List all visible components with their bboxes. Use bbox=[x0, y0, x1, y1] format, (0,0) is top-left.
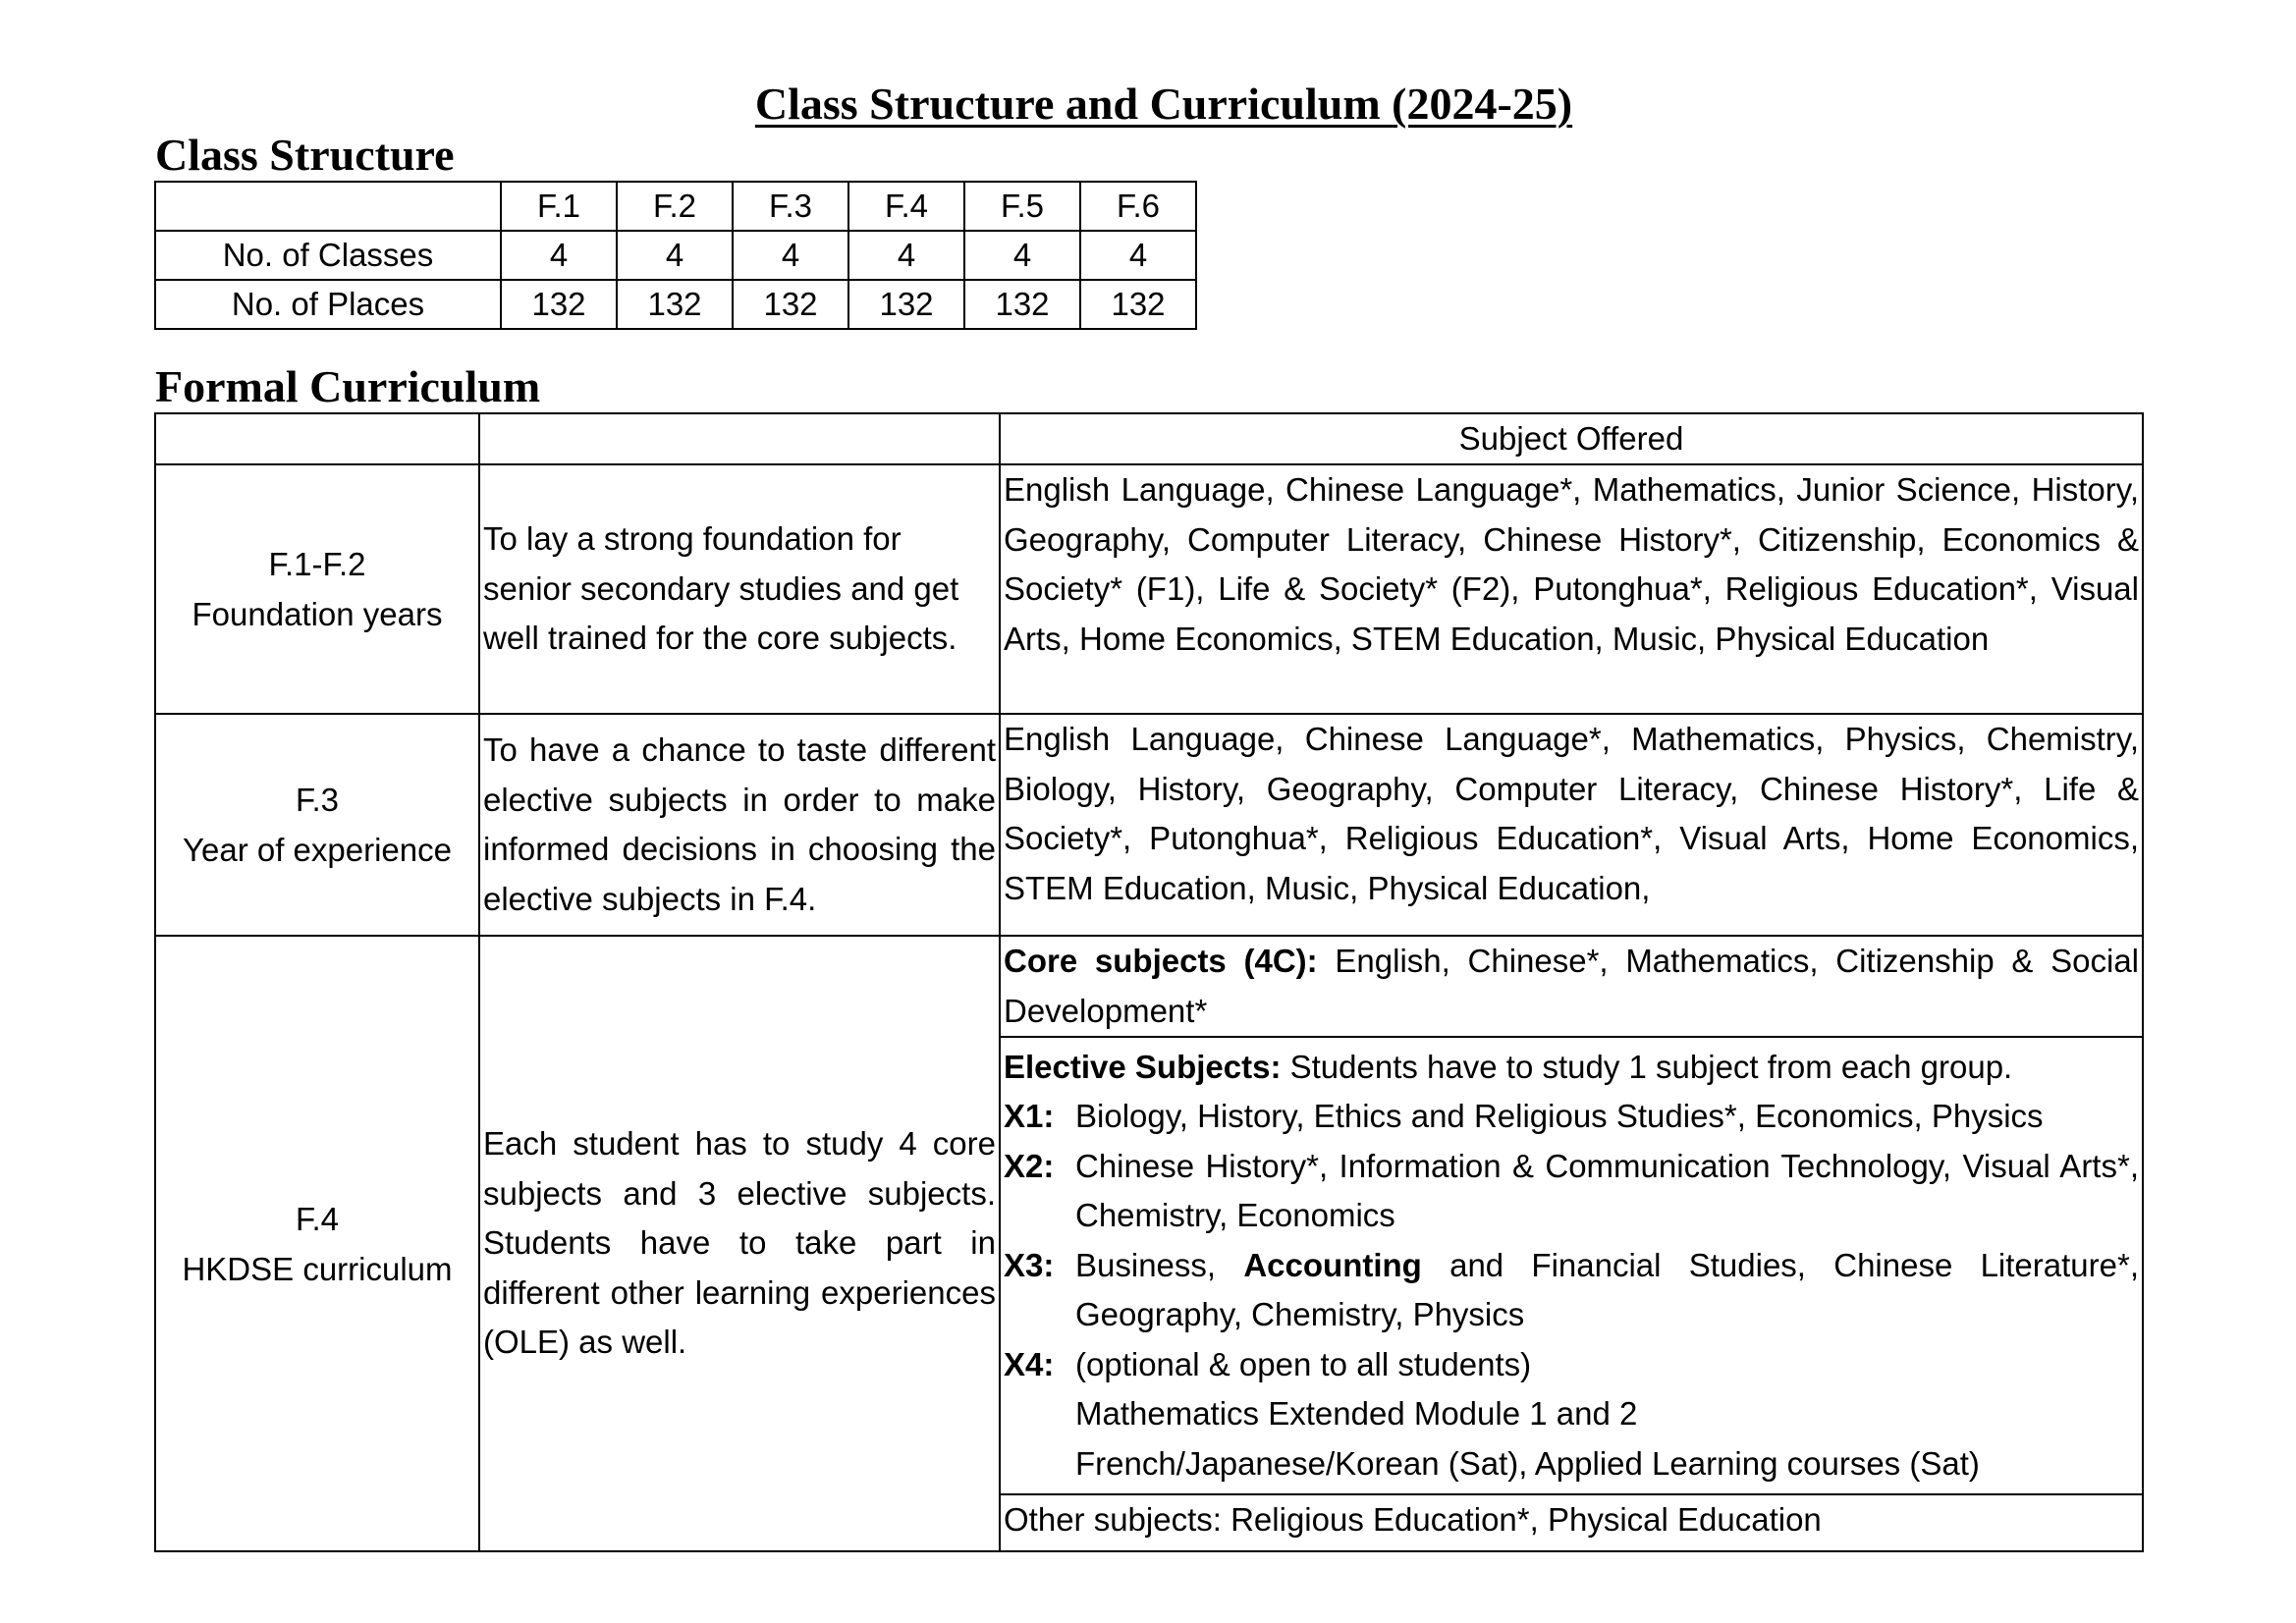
elective-subjects-cell bbox=[1000, 1037, 2143, 1494]
row-label-classes: No. of Classes bbox=[155, 231, 501, 280]
group-subjects: (optional & open to all students) bbox=[1075, 1345, 1532, 1382]
table-cell: 132 bbox=[848, 280, 964, 329]
aim-text: Each student has to study 4 core subjects and 3 elective subjects. Students have to take part in different other learning experiences (OLE) as well. bbox=[483, 1125, 996, 1361]
table-row bbox=[155, 714, 2143, 936]
curriculum-header-row bbox=[155, 413, 2143, 464]
elective-group-x4 bbox=[1004, 1340, 2139, 1390]
group-subjects-part: and Financial Studies, Chinese Literature*, Geography, Chemistry, Physics bbox=[1075, 1246, 2139, 1333]
group-label: X2: bbox=[1004, 1147, 1055, 1184]
elective-group-x1 bbox=[1004, 1092, 2139, 1142]
column-header-f6: F.6 bbox=[1080, 182, 1196, 231]
column-header-f3: F.3 bbox=[733, 182, 848, 231]
table-row bbox=[155, 231, 1196, 280]
header-aim bbox=[479, 413, 1000, 464]
class-structure-heading: Class Structure bbox=[155, 130, 455, 180]
subjects-cell: English Language, Chinese Language*, Mathematics, Junior Science, History, Geography, Computer Literacy, Chinese History*, Citizenship, Economics & Society* (F1), Life & Society* (F2), Putonghua*, Religious Education*, Visual Arts, Home Economics, STEM Education, Music, Physical Education bbox=[1000, 464, 2143, 714]
group-subjects: Chinese History*, Information & Communication Technology, Visual Arts*, Chemistry, Economics bbox=[1075, 1147, 2139, 1234]
table-cell: 4 bbox=[501, 231, 617, 280]
stage-description: Foundation years bbox=[191, 596, 443, 632]
table-cell: 4 bbox=[733, 231, 848, 280]
elective-intro bbox=[1004, 1043, 2139, 1093]
column-header-f5: F.5 bbox=[964, 182, 1080, 231]
table-row bbox=[155, 464, 2143, 714]
stage-cell bbox=[155, 714, 479, 936]
subjects-cell: English Language, Chinese Language*, Mathematics, Physics, Chemistry, Biology, History, Geography, Computer Literacy, Chinese History*, Life & Society*, Putonghua*, Religious Education*, Visual Arts, Home Economics, STEM Education, Music, Physical Education, bbox=[1000, 714, 2143, 936]
table-cell: 132 bbox=[1080, 280, 1196, 329]
header-subjects-offered: Subject Offered bbox=[1000, 413, 2143, 464]
column-header-f1: F.1 bbox=[501, 182, 617, 231]
group-subjects bbox=[1075, 1241, 2139, 1340]
core-subjects-cell bbox=[1000, 936, 2143, 1037]
table-cell: 132 bbox=[501, 280, 617, 329]
class-structure-table bbox=[154, 181, 1197, 330]
aim-cell: To have a chance to taste different elective subjects in order to make informed decisions in choosing the elective subjects in F.4. bbox=[479, 714, 1000, 936]
table-cell: 4 bbox=[617, 231, 733, 280]
stage-cell bbox=[155, 464, 479, 714]
table-row bbox=[155, 936, 2143, 1037]
formal-curriculum-heading: Formal Curriculum bbox=[155, 361, 541, 411]
elective-group-x2 bbox=[1004, 1142, 2139, 1241]
core-subjects-text: English, Chinese*, Mathematics, Citizenship & Social Development* bbox=[1004, 943, 2139, 1029]
elective-group-x3 bbox=[1004, 1241, 2139, 1340]
table-cell: 4 bbox=[964, 231, 1080, 280]
stage-name: F.1-F.2 bbox=[268, 546, 366, 582]
stage-cell bbox=[155, 936, 479, 1551]
formal-curriculum-table bbox=[154, 412, 2144, 1552]
table-cell: 4 bbox=[848, 231, 964, 280]
elective-group-x4-line: Mathematics Extended Module 1 and 2 bbox=[1075, 1395, 1638, 1433]
table-cell: 132 bbox=[733, 280, 848, 329]
page-title: Class Structure and Curriculum (2024-25) bbox=[754, 79, 1573, 129]
table-cell: 4 bbox=[1080, 231, 1196, 280]
table-cell: 132 bbox=[964, 280, 1080, 329]
group-label: X4: bbox=[1004, 1345, 1055, 1382]
aim-cell bbox=[479, 936, 1000, 1551]
column-header-f2: F.2 bbox=[617, 182, 733, 231]
group-label: X1: bbox=[1004, 1098, 1055, 1135]
group-label: X3: bbox=[1004, 1246, 1055, 1283]
elective-subjects-label: Elective Subjects: bbox=[1004, 1048, 1282, 1085]
table-cell: 132 bbox=[617, 280, 733, 329]
class-table-header-row bbox=[155, 182, 1196, 231]
core-subjects-label: Core subjects (4C): bbox=[1004, 943, 1318, 979]
column-header-blank bbox=[155, 182, 501, 231]
elective-subjects-text: Students have to study 1 subject from each group. bbox=[1281, 1048, 2013, 1085]
row-label-places: No. of Places bbox=[155, 280, 501, 329]
other-subjects-cell: Other subjects: Religious Education*, Physical Education bbox=[1000, 1494, 2143, 1551]
elective-group-x4-line: French/Japanese/Korean (Sat), Applied Learning courses (Sat) bbox=[1075, 1444, 1980, 1482]
group-subjects: Biology, History, Ethics and Religious Studies*, Economics, Physics bbox=[1075, 1098, 2044, 1135]
stage-name: F.3 bbox=[295, 782, 340, 818]
group-subjects-part: Business, bbox=[1075, 1246, 1244, 1283]
aim-cell: To lay a strong foundation for senior secondary studies and get well trained for the core subjects. bbox=[479, 464, 1000, 714]
stage-description: Year of experience bbox=[183, 832, 452, 868]
stage-name: F.4 bbox=[295, 1200, 340, 1237]
group-subjects-emphasis: Accounting bbox=[1243, 1246, 1422, 1283]
stage-description: HKDSE curriculum bbox=[182, 1250, 453, 1287]
header-stage bbox=[155, 413, 479, 464]
column-header-f4: F.4 bbox=[848, 182, 964, 231]
table-row bbox=[155, 280, 1196, 329]
